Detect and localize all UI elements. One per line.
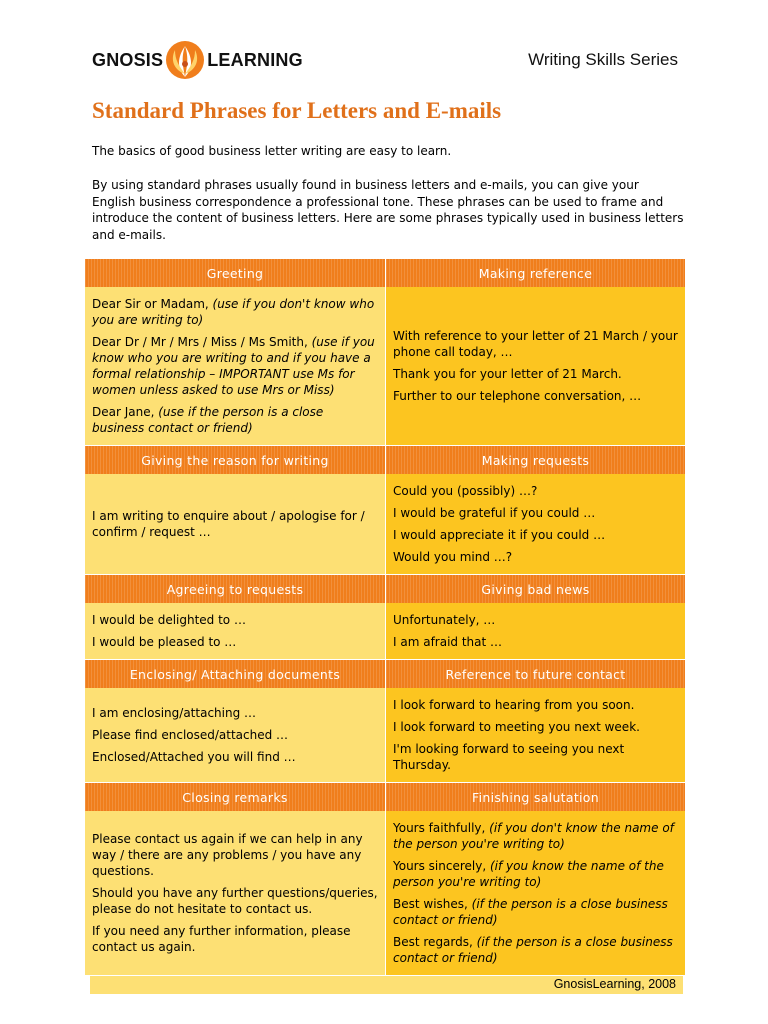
- phrase-item: [92, 508, 378, 540]
- phrase-text: I would be grateful if you could …: [393, 506, 596, 520]
- section-body-row: [85, 287, 685, 445]
- phrase-text: Should you have any further questions/queries, please do not hesitate to contact us.: [92, 886, 378, 916]
- phrase-text: Please find enclosed/attached …: [92, 728, 289, 742]
- phrase-item: [393, 741, 678, 773]
- phrase-text: I look forward to meeting you next week.: [393, 720, 640, 734]
- phrase-text: I look forward to hearing from you soon.: [393, 698, 635, 712]
- section-header-row: [85, 782, 685, 811]
- phrase-item: [393, 549, 678, 565]
- phrase-item: [92, 404, 378, 436]
- phrase-item: [92, 831, 378, 879]
- section-heading: Giving the reason for writing: [85, 445, 385, 474]
- section-header-row: [85, 574, 685, 603]
- phrase-text: Further to our telephone conversation, …: [393, 389, 642, 403]
- phrase-cell: [385, 603, 685, 659]
- section-heading: Closing remarks: [85, 782, 385, 811]
- phrase-cell: [85, 811, 385, 975]
- usage-note: (if you know the name of the person you're writing to): [393, 859, 664, 889]
- phrase-text: Could you (possibly) …?: [393, 484, 538, 498]
- section-body-row: [85, 474, 685, 574]
- phrase-text: Dear Dr / Mr / Mrs / Miss / Ms Smith,: [92, 335, 312, 349]
- section-heading: Making requests: [385, 445, 685, 474]
- phrase-cell: [85, 287, 385, 445]
- phrase-text: Best wishes,: [393, 897, 472, 911]
- phrase-text: Enclosed/Attached you will find …: [92, 750, 296, 764]
- phrase-cell: [385, 688, 685, 782]
- logo: [92, 36, 303, 84]
- phrase-item: [393, 328, 678, 360]
- phrase-text: I'm looking forward to seeing you next Thursday.: [393, 742, 625, 772]
- phrase-item: [393, 896, 678, 928]
- phrase-table: [85, 258, 685, 975]
- phrase-item: [393, 366, 678, 382]
- section-heading: Enclosing/ Attaching documents: [85, 659, 385, 688]
- section-heading: Making reference: [385, 258, 685, 287]
- phrase-cell: [385, 811, 685, 975]
- footer-credit: GnosisLearning, 2008: [553, 977, 676, 991]
- section-body-row: [85, 811, 685, 975]
- section-heading: Reference to future contact: [385, 659, 685, 688]
- phrase-item: [393, 388, 678, 404]
- section-body-row: [85, 603, 685, 659]
- phrase-item: [393, 505, 678, 521]
- phrase-text: Would you mind …?: [393, 550, 513, 564]
- phrase-text: I am enclosing/attaching …: [92, 706, 257, 720]
- phrase-cell: [85, 688, 385, 782]
- phrase-text: I am afraid that …: [393, 635, 503, 649]
- phrase-text: Dear Sir or Madam,: [92, 297, 213, 311]
- phrase-cell: [85, 603, 385, 659]
- phrase-item: [393, 634, 678, 650]
- phrase-text: I am writing to enquire about / apologise for / confirm / request …: [92, 509, 365, 539]
- section-header-row: [85, 445, 685, 474]
- phrase-item: [92, 612, 378, 628]
- page-header: [92, 36, 678, 84]
- section-heading: Agreeing to requests: [85, 574, 385, 603]
- section-heading: Giving bad news: [385, 574, 685, 603]
- phrase-item: [92, 334, 378, 398]
- phrase-text: Thank you for your letter of 21 March.: [393, 367, 622, 381]
- section-body-row: [85, 688, 685, 782]
- phrase-text: Unfortunately, …: [393, 613, 496, 627]
- phrase-item: [393, 527, 678, 543]
- phrase-cell: [85, 474, 385, 574]
- phrase-item: [92, 296, 378, 328]
- phrase-text: I would be pleased to …: [92, 635, 237, 649]
- section-header-row: [85, 258, 685, 287]
- usage-note: (use if you know who you are writing to and if you have a formal relationship – IMPORTANT use Ms for women unless asked to use Mrs or Miss): [92, 335, 375, 397]
- usage-note: (use if you don't know who you are writing to): [92, 297, 375, 327]
- phrase-text: With reference to your letter of 21 March / your phone call today, …: [393, 329, 678, 359]
- logo-text-right: LEARNING: [207, 49, 303, 70]
- phrase-cell: [385, 287, 685, 445]
- phrase-item: [393, 719, 678, 735]
- phrase-item: [393, 820, 678, 852]
- usage-note: (if you don't know the name of the person you're writing to): [393, 821, 674, 851]
- phrase-item: [92, 727, 378, 743]
- phrase-item: [393, 483, 678, 499]
- phrase-item: [393, 697, 678, 713]
- page-title: Standard Phrases for Letters and E-mails: [92, 98, 502, 123]
- logo-text-left: GNOSIS: [92, 49, 164, 70]
- intro-paragraph: The basics of good business letter writing are easy to learn.: [92, 144, 452, 158]
- phrase-item: [393, 612, 678, 628]
- usage-note: (if the person is a close business contact or friend): [393, 897, 668, 927]
- phrase-text: Dear Jane,: [92, 405, 159, 419]
- phrase-text: Yours sincerely,: [393, 859, 490, 873]
- phrase-text: Best regards,: [393, 935, 477, 949]
- phrase-item: [92, 634, 378, 650]
- usage-note: (if the person is a close business contact or friend): [393, 935, 673, 965]
- phrase-item: [393, 858, 678, 890]
- phrase-text: Please contact us again if we can help in any way / there are any problems / you have any questions.: [92, 832, 363, 878]
- section-heading: Greeting: [85, 258, 385, 287]
- usage-note: (use if the person is a close business contact or friend): [92, 405, 324, 435]
- phrase-text: If you need any further information, please contact us again.: [92, 924, 351, 954]
- phrase-text: Yours faithfully,: [393, 821, 490, 835]
- phrase-text: I would appreciate it if you could …: [393, 528, 606, 542]
- intro-paragraph: By using standard phrases usually found in business letters and e-mails, you can give your English business correspondence a professional tone. These phrases can be used to frame and introduce the content of business letters. Here are some phrases typically used in business letters and e-mails.: [92, 178, 684, 242]
- phrase-item: [92, 885, 378, 917]
- section-header-row: [85, 659, 685, 688]
- series-label: Writing Skills Series: [528, 50, 678, 69]
- phrase-cell: [385, 474, 685, 574]
- phrase-item: [393, 934, 678, 966]
- phrase-text: I would be delighted to …: [92, 613, 246, 627]
- section-heading: Finishing salutation: [385, 782, 685, 811]
- phrase-item: [92, 923, 378, 955]
- logo-flame-icon: [165, 38, 205, 82]
- phrase-item: [92, 749, 378, 765]
- phrase-item: [92, 705, 378, 721]
